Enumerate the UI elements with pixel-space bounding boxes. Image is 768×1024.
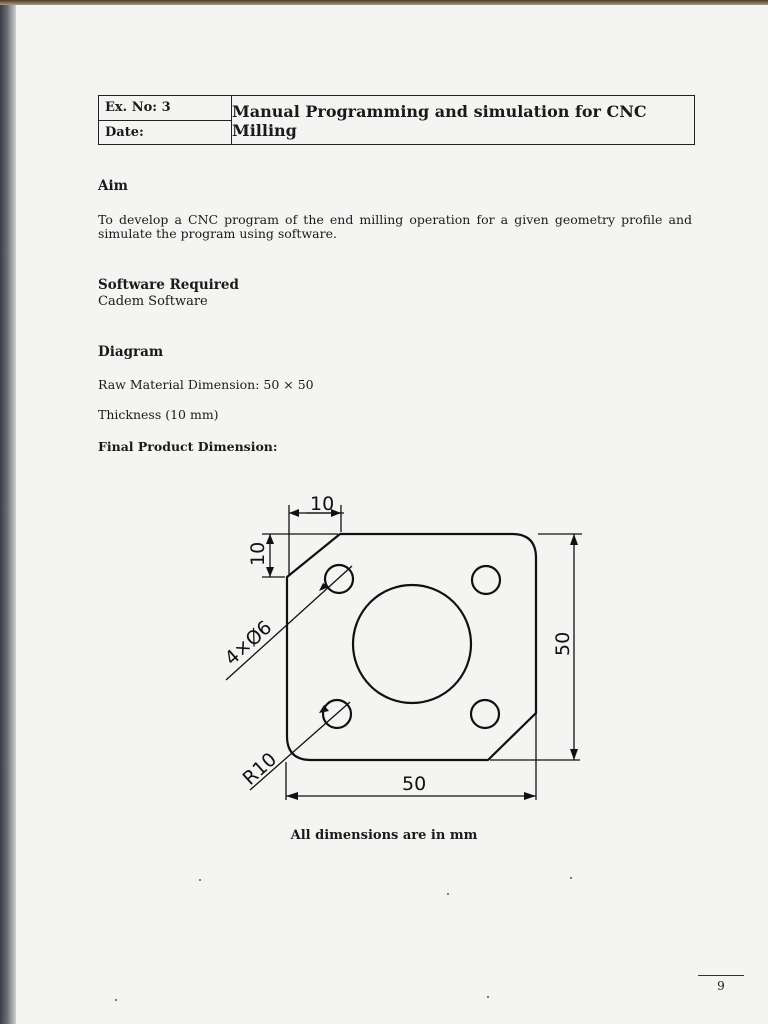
- exercise-number: Ex. No: 3: [105, 100, 171, 116]
- dim-holes: 4×Ø6: [220, 616, 277, 670]
- exercise-title: Manual Programming and simulation for CNC Milling: [232, 102, 647, 140]
- thickness: Thickness (10 mm): [98, 407, 219, 422]
- aim-heading: Aim: [98, 178, 128, 194]
- scan-speck: [570, 877, 572, 879]
- scan-speck: [447, 893, 449, 895]
- part-outline: [287, 534, 536, 760]
- scan-speck: [199, 879, 201, 881]
- hole-bottom-right: [471, 700, 499, 728]
- aim-text: To develop a CNC program of the end milling operation for a given geometry profile and simulate the program using software.: [98, 212, 692, 241]
- exercise-date: Date:: [99, 120, 231, 145]
- diagram-heading: Diagram: [98, 344, 164, 360]
- dim-width: 50: [402, 773, 427, 795]
- dim-chamfer-y: 10: [247, 541, 269, 566]
- page-top-edge: [0, 0, 768, 5]
- dim-radius: R10: [238, 748, 282, 790]
- page-number: 9: [698, 975, 744, 993]
- scan-speck: [115, 999, 117, 1001]
- book-binding-edge: [0, 0, 16, 1024]
- software-heading: Software Required: [98, 277, 239, 293]
- final-product-heading: Final Product Dimension:: [98, 439, 278, 454]
- header-left-column: [99, 96, 232, 144]
- dim-chamfer-x: 10: [310, 493, 335, 515]
- raw-material-dimension: Raw Material Dimension: 50 × 50: [98, 377, 314, 392]
- dim-height: 50: [552, 631, 574, 656]
- scan-speck: [487, 996, 489, 998]
- hole-top-right: [472, 566, 500, 594]
- dimensions-caption: All dimensions are in mm: [290, 828, 478, 843]
- center-bore: [353, 585, 471, 703]
- part-drawing: [200, 480, 600, 820]
- software-value: Cadem Software: [98, 294, 208, 309]
- header-table: [98, 95, 695, 145]
